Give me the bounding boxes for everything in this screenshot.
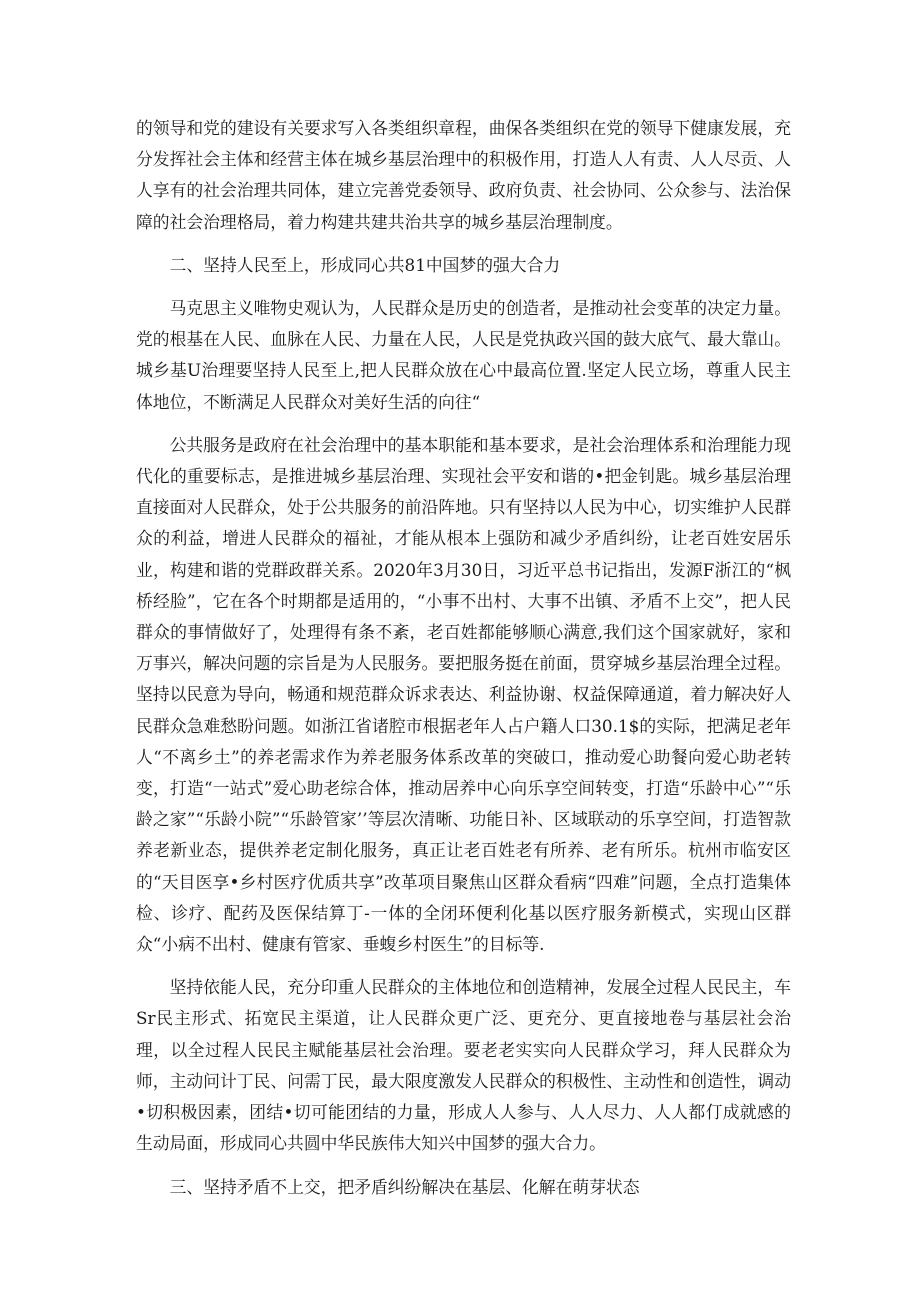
- document-body: [136, 113, 791, 1215]
- section-heading-2: 二、坚持人民至上，形成同心共81中国梦的强大合力: [169, 254, 561, 275]
- section-heading-3: 三、坚持矛盾不上交，把矛盾纠纷解决在基层、化解在萌芽状态: [169, 1176, 640, 1197]
- paragraph-intro: 的领导和党的建设有关要求写入各类组织章程，曲保各类组织在党的领导下健康发展，充分发挥社会主体和经营主体在城乡基层治理中的积极作用，打造人人有责、人人尽贡、人人享有的社会治理共同体，建立完善党委领导、政府负责、社会协同、公众参与、法治保障的社会治理格局，着力构建共建共治共享的城乡基层治理制度。: [136, 118, 791, 232]
- paragraph-public-service: 公共服务是政府在社会治理中的基本职能和基本要求，是社会治理体系和治理能力现代化的重要标志，是推进城乡基层治理、实现社会平安和谐的•把金钊匙。城乡基层治理直接面对人民群众，处于公共服务的前沿阵地。只有坚持以人民为中心，切实维护人民群众的利益，增进人民群众的福祉，才能从根本上强防和减少矛盾纠纷，让老百姓安居乐业，构建和谐的党群政群关系。2020年3月30日，习近平总书记指出，发源F浙江的“枫桥经脸”，它在各个时期都是适用的，“小事不出村、大事不出镇、矛盾不上交”，把人民群众的事情做好了，处理得有条不紊，老百姓都能够顺心满意,我们这个国家就好，家和万事兴，解决问题的宗旨是为人民服务。要把服务挺在前面，贯穿城乡基层治理全过程。坚持以民意为导向，畅通和规范群众诉求表达、利益协谢、权益保障通道，着力解决好人民群众急难愁盼问题。如浙江省诸腔市根据老年人占户籍人口30.1$的实际，把满足老年人“不离乡土”的养老需求作为养老服务体系改革的突破口，推动爱心助餐向爱心助老转变，打造“一站式”爱心助老综合体，推动居养中心向乐享空间转变，打造“乐龄中心”“乐龄之家”“乐龄小院”“乐龄管家’’等层次清晰、功能日补、区域联动的乐享空间，打造智款养老新业态，提供养老定制化服务，真正让老百姓老有所养、老有所乐。杭州市临安区的“天目医享•乡村医疗优质共享”改革项目聚焦山区群众看病“四难”问题，全点打造集体检、诊疗、配药及医保结算丁-一体的全闭环便利化基以医疗服务新模式，实现山区群众“小病不出村、健康有管家、垂蝮乡村医生”的目标等.: [136, 434, 791, 955]
- paragraph-marxism: 马克思主义唯物史观认为，人民群众是历史的创造者，是推动社会变革的决定力量。党的根基在人民、血脉在人民、力量在人民，人民是党执政兴国的鼓大底气、最大靠山。城乡基U治理要坚持人民至上,把人民群众放在心中最高位置.坚定人民立场，尊重人民主体地位，不断满足人民群众对美好生活的向往“: [136, 298, 791, 412]
- paragraph-rely-on-people: 坚持依能人民，充分印重人民群众的主体地位和创造精神，发展全过程人民民主，车Sr民主形式、拓宽民主渠道，让人民群众更广泛、更充分、更直接地卷与基层社会治理，以全过程人民民主赋能基层社会治理。要老老实实向人民群众学习，拜人民群众为师，主动问计丁民、问需丁民，最大限度激发人民群众的积极性、主动性和创造性，调动•切积极因素，团结•切可能团结的力量，形成人人参与、人人尽力、人人都仃成就感的生动局面，形成同心共圆中华民族伟大知兴中国梦的强大合力。: [136, 977, 791, 1154]
